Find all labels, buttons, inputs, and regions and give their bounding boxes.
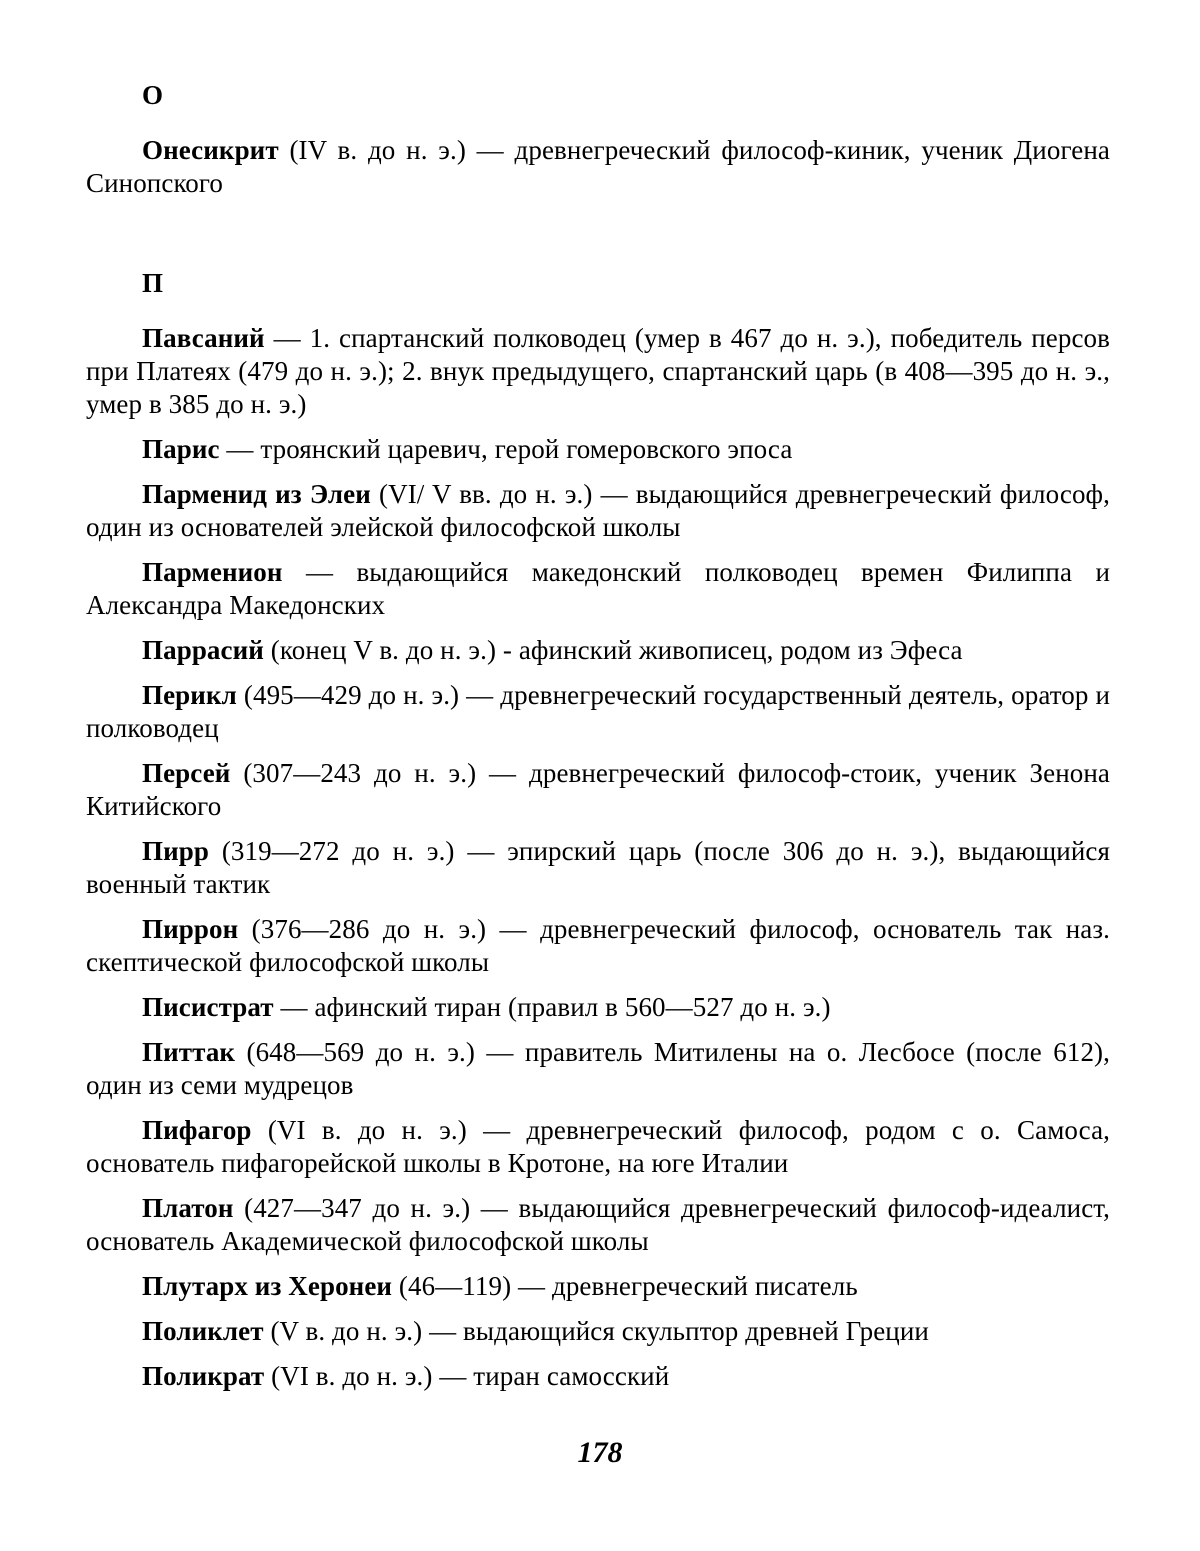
entry-name: Поликлет [142, 1316, 264, 1346]
entry-text: — 1. спартанский полководец (умер в 467 до н. э.), победитель персов при Платеях (479 до н. э.); 2. внук предыдущего, спартанский царь (в 408—395 до н. э., умер в 385 до н. э.) [86, 323, 1110, 419]
entry-name: Онесикрит [142, 135, 279, 165]
entry-text: — троянский царевич, герой гомеровского эпоса [219, 434, 793, 464]
entry-pirron [86, 913, 1110, 979]
entry-platon [86, 1192, 1110, 1258]
entry-parmenion [86, 556, 1110, 622]
entry-name: Платон [142, 1193, 234, 1223]
entry-name: Пиррон [142, 914, 239, 944]
entry-text: — афинский тиран (правил в 560—527 до н. э.) [273, 992, 831, 1022]
entry-text: (V в. до н. э.) — выдающийся скульптор древней Греции [263, 1316, 929, 1346]
entry-perikl [86, 679, 1110, 745]
entry-text: (376—286 до н. э.) — древнегреческий философ, основатель так наз. скептической философской школы [86, 914, 1110, 977]
entry-name: Писистрат [142, 992, 274, 1022]
entry-pirr [86, 835, 1110, 901]
entry-poliklet [86, 1315, 1110, 1348]
page-number: 178 [577, 1436, 623, 1469]
entry-text: (VI/ V вв. до н. э.) — выдающийся древнегреческий философ, один из основателей элейской философской школы [86, 479, 1110, 542]
entry-name: Парменион [142, 557, 283, 587]
entry-name: Пифагор [142, 1115, 252, 1145]
entry-pittak [86, 1036, 1110, 1102]
entry-text: (495—429 до н. э.) — древнегреческий государственный деятель, оратор и полководец [86, 680, 1110, 743]
entry-name: Парменид из Элеи [142, 479, 371, 509]
entry-text: (648—569 до н. э.) — правитель Митилены на о. Лесбосе (после 612), один из семи мудрецов [86, 1037, 1110, 1100]
entry-text: (46—119) — древнегреческий писатель [392, 1271, 858, 1301]
entry-pisistrat [86, 991, 1110, 1024]
entry-name: Поликрат [142, 1361, 265, 1391]
entry-name: Перикл [142, 680, 237, 710]
entry-text: (427—347 до н. э.) — выдающийся древнегреческий философ-идеалист, основатель Академической философской школы [86, 1193, 1110, 1256]
entry-name: Плутарх из Херонеи [142, 1271, 393, 1301]
entry-parrasiy [86, 634, 1110, 667]
entry-parmenid [86, 478, 1110, 544]
entry-text: (319—272 до н. э.) — эпирский царь (после 306 до н. э.), выдающийся военный тактик [86, 836, 1110, 899]
section-letter: О [142, 80, 164, 110]
entry-pifagor [86, 1114, 1110, 1180]
page-body [86, 78, 1110, 1405]
section-p [86, 266, 1110, 1393]
entry-name: Паррасий [142, 635, 264, 665]
entry-paris [86, 433, 1110, 466]
entry-polikrat [86, 1360, 1110, 1393]
entry-name: Персей [142, 758, 231, 788]
entry-pavsaniy [86, 322, 1110, 421]
entry-text: (конец V в. до н. э.) - афинский живописец, родом из Эфеса [263, 635, 963, 665]
entry-name: Питтак [142, 1037, 236, 1067]
entry-text: (307—243 до н. э.) — древнегреческий философ-стоик, ученик Зенона Китийского [86, 758, 1110, 821]
section-letter: П [142, 268, 164, 298]
entry-text: — выдающийся македонский полководец времен Филиппа и Александра Македонских [86, 557, 1110, 620]
entry-name: Павсаний [142, 323, 265, 353]
section-o [86, 78, 1110, 200]
entry-text: (VI в. до н. э.) — древнегреческий философ, родом с о. Самоса, основатель пифагорейской школы в Кротоне, на юге Италии [86, 1115, 1110, 1178]
entry-plutarh [86, 1270, 1110, 1303]
entry-text: (IV в. до н. э.) — древнегреческий философ-киник, ученик Диогена Синопского [86, 135, 1110, 198]
entry-text: (VI в. до н. э.) — тиран самосский [264, 1361, 670, 1391]
section-spacer [86, 212, 1110, 266]
entry-name: Парис [142, 434, 220, 464]
entry-name: Пирр [142, 836, 209, 866]
entry-persey [86, 757, 1110, 823]
entry-onesikrit [86, 134, 1110, 200]
